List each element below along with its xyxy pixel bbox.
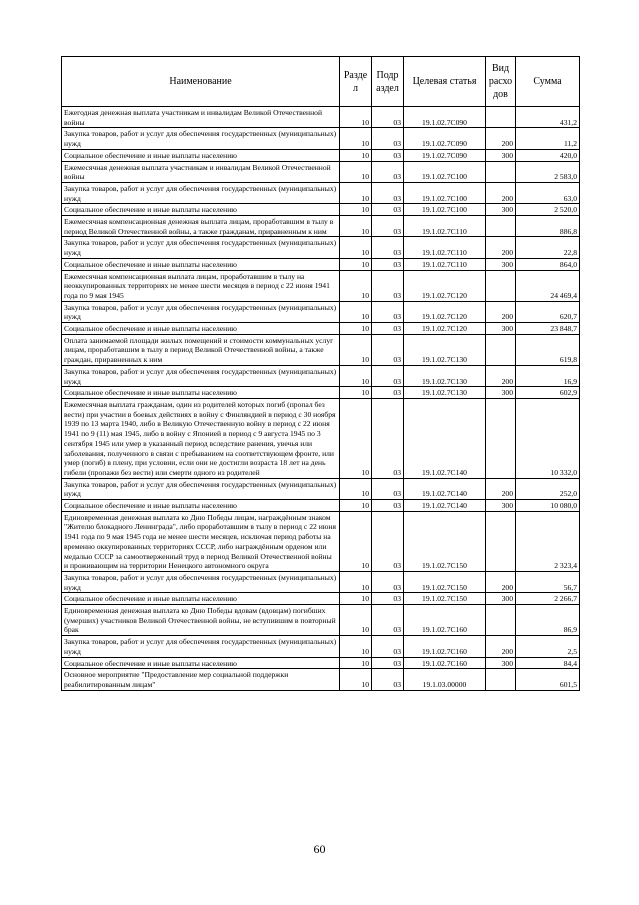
row-amount: 602,9 [516, 387, 580, 399]
row-subsection: 03 [372, 204, 404, 216]
table-row [62, 149, 580, 161]
row-subsection: 03 [372, 398, 404, 478]
row-subsection: 03 [372, 593, 404, 605]
row-target: 19.1.02.7С140 [404, 500, 486, 512]
row-type: 200 [486, 636, 516, 657]
row-subsection: 03 [372, 669, 404, 690]
table-row [62, 161, 580, 182]
row-section: 10 [340, 270, 372, 301]
row-type: 300 [486, 657, 516, 669]
row-name: Ежемесячная денежная выплата участникам и инвалидам Великой Отечественной войны [62, 161, 340, 182]
row-amount: 16,9 [516, 365, 580, 386]
table-row [62, 669, 580, 690]
row-type: 300 [486, 500, 516, 512]
row-name: Единовременная денежная выплата ко Дню Победы лицам, награждённым знаком "Жителю блокадного Ленинграда", либо проработавшим в тылу в период с 22 июня 1941 года по 9 мая 1945 года не менее шести месяцев, исключая период работы на временно оккупированных территориях СССР, либо награждённым орденом или медалью СССР за самоотверженный труд в период Великой Отечественной войны и проживающим на территории Ненецкого автономного округа [62, 511, 340, 571]
row-name: Социальное обеспечение и иные выплаты населению [62, 593, 340, 605]
row-type: 200 [486, 571, 516, 592]
row-section: 10 [340, 593, 372, 605]
row-amount: 2,5 [516, 636, 580, 657]
row-section: 10 [340, 161, 372, 182]
row-name: Социальное обеспечение и иные выплаты населению [62, 149, 340, 161]
row-name: Закупка товаров, работ и услуг для обеспечения государственных (муниципальных) нужд [62, 478, 340, 499]
row-subsection: 03 [372, 500, 404, 512]
row-amount: 24 469,4 [516, 270, 580, 301]
row-name: Закупка товаров, работ и услуг для обеспечения государственных (муниципальных) нужд [62, 237, 340, 258]
row-name: Единовременная денежная выплата ко Дню Победы вдовам (вдовцам) погибших (умерших) участников Великой Отечественной войны, не вступившим в повторный брак [62, 605, 340, 636]
row-amount: 431,2 [516, 107, 580, 128]
row-name: Закупка товаров, работ и услуг для обеспечения государственных (муниципальных) нужд [62, 365, 340, 386]
header-amount: Сумма [516, 57, 580, 107]
row-target: 19.1.02.7С140 [404, 398, 486, 478]
row-amount: 56,7 [516, 571, 580, 592]
row-target: 19.1.02.7С090 [404, 149, 486, 161]
row-type: 200 [486, 365, 516, 386]
table-row [62, 270, 580, 301]
row-subsection: 03 [372, 149, 404, 161]
table-row [62, 182, 580, 203]
row-name: Закупка товаров, работ и услуг для обеспечения государственных (муниципальных) нужд [62, 301, 340, 322]
row-section: 10 [340, 107, 372, 128]
row-amount: 620,7 [516, 301, 580, 322]
row-target: 19.1.02.7С160 [404, 605, 486, 636]
row-subsection: 03 [372, 571, 404, 592]
row-name: Социальное обеспечение и иные выплаты населению [62, 204, 340, 216]
row-name: Ежемесячная выплата гражданам, один из родителей которых погиб (пропал без вести) при участии в боевых действиях в войну с Финляндией в период с 30 ноября 1939 по 13 марта 1940, либо в Великую Отечественную войну в период с 22 июня 1941 по 9 (11) мая 1945, либо в войну с Японией в период с 9 августа 1945 по 3 сентября 1945 или умер в указанный период вследствие ранения, увечья или заболевания, полученного в связи с пребыванием на соответствующем фронте, или умер (погиб) в плену, при условии, если они не достигли возраста 18 лет на день гибели (пропажи без вести) или смерти одного из родителей [62, 398, 340, 478]
row-target: 19.1.02.7С110 [404, 216, 486, 237]
row-type: 200 [486, 182, 516, 203]
row-target: 19.1.02.7С120 [404, 301, 486, 322]
row-section: 10 [340, 571, 372, 592]
row-type: 300 [486, 387, 516, 399]
row-section: 10 [340, 511, 372, 571]
row-type [486, 270, 516, 301]
row-name: Социальное обеспечение и иные выплаты населению [62, 657, 340, 669]
row-amount: 864,0 [516, 258, 580, 270]
row-section: 10 [340, 216, 372, 237]
row-subsection: 03 [372, 161, 404, 182]
row-amount: 601,5 [516, 669, 580, 690]
row-subsection: 03 [372, 636, 404, 657]
row-name: Закупка товаров, работ и услуг для обеспечения государственных (муниципальных) нужд [62, 128, 340, 149]
row-target: 19.1.02.7С090 [404, 128, 486, 149]
row-subsection: 03 [372, 387, 404, 399]
table-row [62, 398, 580, 478]
row-name: Социальное обеспечение и иные выплаты населению [62, 323, 340, 335]
row-target: 19.1.02.7С130 [404, 387, 486, 399]
table-row [62, 657, 580, 669]
row-subsection: 03 [372, 301, 404, 322]
header-target: Целевая статья [404, 57, 486, 107]
row-type: 200 [486, 478, 516, 499]
row-name: Закупка товаров, работ и услуг для обеспечения государственных (муниципальных) нужд [62, 182, 340, 203]
row-type [486, 669, 516, 690]
row-section: 10 [340, 128, 372, 149]
row-type: 300 [486, 593, 516, 605]
header-subsection: Подр аздел [372, 57, 404, 107]
row-type: 300 [486, 323, 516, 335]
row-section: 10 [340, 323, 372, 335]
header-section: Разде л [340, 57, 372, 107]
table-row [62, 387, 580, 399]
table-row [62, 258, 580, 270]
table-body [62, 107, 580, 691]
table-row [62, 593, 580, 605]
row-section: 10 [340, 258, 372, 270]
row-target: 19.1.02.7С120 [404, 323, 486, 335]
row-section: 10 [340, 365, 372, 386]
row-target: 19.1.02.7С160 [404, 657, 486, 669]
table-row [62, 301, 580, 322]
table-row [62, 571, 580, 592]
row-amount: 2 520,0 [516, 204, 580, 216]
table-row [62, 500, 580, 512]
row-section: 10 [340, 478, 372, 499]
row-amount: 2 323,4 [516, 511, 580, 571]
row-type [486, 334, 516, 365]
row-amount: 84,4 [516, 657, 580, 669]
row-amount: 22,8 [516, 237, 580, 258]
row-amount: 2 266,7 [516, 593, 580, 605]
table-row [62, 511, 580, 571]
table-row [62, 636, 580, 657]
budget-table [61, 56, 580, 691]
row-target: 19.1.02.7С130 [404, 365, 486, 386]
row-type [486, 161, 516, 182]
row-subsection: 03 [372, 216, 404, 237]
row-type [486, 605, 516, 636]
row-amount: 886,8 [516, 216, 580, 237]
row-name: Социальное обеспечение и иные выплаты населению [62, 500, 340, 512]
row-target: 19.1.02.7С150 [404, 511, 486, 571]
row-target: 19.1.02.7С100 [404, 161, 486, 182]
row-subsection: 03 [372, 478, 404, 499]
row-target: 19.1.02.7С110 [404, 237, 486, 258]
row-target: 19.1.02.7С150 [404, 593, 486, 605]
row-subsection: 03 [372, 605, 404, 636]
row-subsection: 03 [372, 258, 404, 270]
row-target: 19.1.02.7С150 [404, 571, 486, 592]
row-name: Ежегодная денежная выплата участникам и инвалидам Великой Отечественной войны [62, 107, 340, 128]
row-type: 200 [486, 301, 516, 322]
row-amount: 420,0 [516, 149, 580, 161]
row-type: 300 [486, 149, 516, 161]
row-amount: 2 583,0 [516, 161, 580, 182]
row-name: Закупка товаров, работ и услуг для обеспечения государственных (муниципальных) нужд [62, 636, 340, 657]
row-target: 19.1.02.7С130 [404, 334, 486, 365]
row-section: 10 [340, 398, 372, 478]
table-row [62, 128, 580, 149]
row-type [486, 216, 516, 237]
table-row [62, 478, 580, 499]
row-subsection: 03 [372, 334, 404, 365]
row-target: 19.1.02.7С100 [404, 182, 486, 203]
row-section: 10 [340, 237, 372, 258]
row-amount: 23 848,7 [516, 323, 580, 335]
row-amount: 252,0 [516, 478, 580, 499]
table-header-row [62, 57, 580, 107]
table-row [62, 334, 580, 365]
row-section: 10 [340, 301, 372, 322]
table-row [62, 365, 580, 386]
row-amount: 63,0 [516, 182, 580, 203]
row-subsection: 03 [372, 511, 404, 571]
row-type [486, 398, 516, 478]
row-subsection: 03 [372, 657, 404, 669]
table-row [62, 204, 580, 216]
row-section: 10 [340, 500, 372, 512]
row-subsection: 03 [372, 365, 404, 386]
row-section: 10 [340, 334, 372, 365]
row-section: 10 [340, 657, 372, 669]
row-subsection: 03 [372, 128, 404, 149]
header-type: Вид расхо дов [486, 57, 516, 107]
row-target: 19.1.02.7С140 [404, 478, 486, 499]
header-name: Наименование [62, 57, 340, 107]
page-number: 60 [313, 842, 326, 856]
row-subsection: 03 [372, 237, 404, 258]
table-row [62, 107, 580, 128]
table-row [62, 237, 580, 258]
row-name: Закупка товаров, работ и услуг для обеспечения государственных (муниципальных) нужд [62, 571, 340, 592]
row-type: 300 [486, 258, 516, 270]
row-section: 10 [340, 605, 372, 636]
row-target: 19.1.02.7С090 [404, 107, 486, 128]
row-section: 10 [340, 182, 372, 203]
row-type: 300 [486, 204, 516, 216]
row-name: Ежемесячная компенсационная денежная выплата лицам, проработавшим в тылу в период Великой Отечественной войны, а также гражданам, приравненным к ним [62, 216, 340, 237]
row-subsection: 03 [372, 270, 404, 301]
row-name: Социальное обеспечение и иные выплаты населению [62, 387, 340, 399]
row-name: Оплата занимаемой площади жилых помещений и стоимости коммунальных услуг лицам, проработавшим в тылу в период Великой Отечественной войны, а также граждан, приравненных к ним [62, 334, 340, 365]
row-section: 10 [340, 149, 372, 161]
row-name: Ежемесячная компенсационная выплата лицам, проработавшим в тылу на неоккупированных территориях не менее шести месяцев в период с 22 июня 1941 года по 9 мая 1945 [62, 270, 340, 301]
row-type: 200 [486, 237, 516, 258]
row-section: 10 [340, 387, 372, 399]
row-subsection: 03 [372, 107, 404, 128]
row-target: 19.1.02.7С120 [404, 270, 486, 301]
row-amount: 86,9 [516, 605, 580, 636]
row-target: 19.1.02.7С160 [404, 636, 486, 657]
row-target: 19.1.02.7С100 [404, 204, 486, 216]
row-amount: 10 080,0 [516, 500, 580, 512]
row-name: Социальное обеспечение и иные выплаты населению [62, 258, 340, 270]
row-subsection: 03 [372, 323, 404, 335]
row-amount: 10 332,0 [516, 398, 580, 478]
row-target: 19.1.03.00000 [404, 669, 486, 690]
table-row [62, 605, 580, 636]
row-amount: 11,2 [516, 128, 580, 149]
row-type: 200 [486, 128, 516, 149]
row-type [486, 511, 516, 571]
table-row [62, 216, 580, 237]
table-row [62, 323, 580, 335]
row-target: 19.1.02.7С110 [404, 258, 486, 270]
row-amount: 619,8 [516, 334, 580, 365]
row-section: 10 [340, 204, 372, 216]
row-section: 10 [340, 669, 372, 690]
row-name: Основное мероприятие "Предоставление мер социальной поддержки реабилитированным лицам" [62, 669, 340, 690]
row-section: 10 [340, 636, 372, 657]
row-type [486, 107, 516, 128]
row-subsection: 03 [372, 182, 404, 203]
